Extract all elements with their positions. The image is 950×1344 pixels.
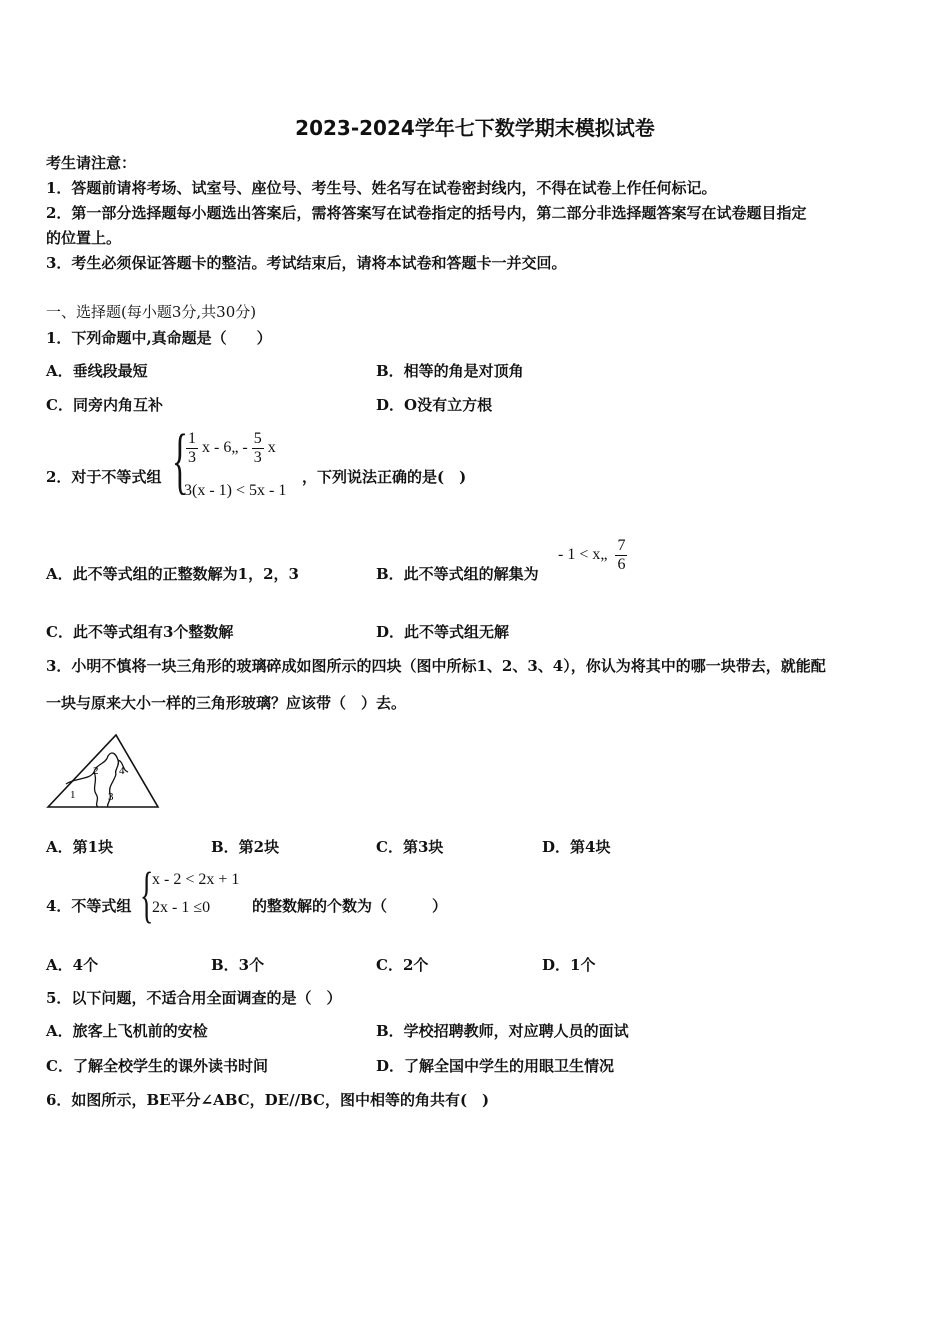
fig-label-1: 1 — [70, 789, 76, 801]
q1-option-c: C．同旁内角互补 — [46, 396, 163, 414]
fig-label-2: 2 — [93, 765, 99, 777]
q4-option-b: B．3个 — [211, 956, 265, 974]
q6-stem: 6．如图所示，BE平分∠ABC，DE//BC，图中相等的角共有( ) — [46, 1091, 490, 1109]
q4-option-c: C．2个 — [376, 956, 429, 974]
fig-label-3: 3 — [108, 791, 114, 803]
q2-prefix: 2．对于不等式组 — [46, 468, 162, 486]
notice-item-1: 1．答题前请将考场、试室号、座位号、考生号、姓名写在试卷密封线内，不得在试卷上作任何标记。 — [46, 179, 717, 197]
section-heading: 一、选择题(每小题3分,共30分) — [46, 303, 257, 321]
q3-option-b: B．第2块 — [211, 838, 280, 856]
q1-stem: 1．下列命题中,真命题是（ ） — [46, 329, 272, 347]
q5-option-b: B．学校招聘教师，对应聘人员的面试 — [376, 1022, 629, 1040]
q4-inequality-line2: 2x - 1 ≤0 — [152, 899, 211, 916]
q3-stem-line1: 3．小明不慎将一块三角形的玻璃碎成如图所示的四块（图中所标1、2、3、4），你认为将其中的哪一块带去，就能配 — [46, 657, 826, 675]
q5-option-c: C．了解全校学生的课外读书时间 — [46, 1057, 268, 1075]
q4-inequality-line1: x - 2 < 2x + 1 — [152, 871, 240, 888]
q5-option-a: A．旅客上飞机前的安检 — [46, 1022, 208, 1040]
q2-suffix: ，下列说法正确的是( ) — [302, 468, 467, 486]
fig-label-4: 4 — [119, 765, 125, 777]
q2-option-a: A．此不等式组的正整数解为1，2，3 — [46, 565, 299, 583]
q4-brace: { — [140, 861, 154, 929]
q5-option-d: D．了解全国中学生的用眼卫生情况 — [376, 1057, 615, 1075]
q2-option-b: B．此不等式组的解集为 — [376, 565, 539, 583]
q2-option-d: D．此不等式组无解 — [376, 623, 510, 641]
q3-option-d: D．第4块 — [542, 838, 611, 856]
q2-option-b-math: - 1 < x„ $\frac{7}{6}$ — [558, 537, 626, 573]
q4-prefix: 4．不等式组 — [46, 897, 132, 915]
q4-suffix: 的整数解的个数为（ ） — [252, 897, 448, 915]
q5-stem: 5．以下问题，不适合用全面调查的是（ ） — [46, 989, 342, 1007]
notice-heading: 考生请注意： — [46, 154, 137, 172]
q3-option-a: A．第1块 — [46, 838, 114, 856]
q1-option-a: A．垂线段最短 — [46, 362, 148, 380]
q2-option-c: C．此不等式组有3个整数解 — [46, 623, 234, 641]
broken-triangle-figure — [44, 732, 164, 812]
q1-option-d: D．O没有立方根 — [376, 396, 493, 414]
notice-item-2-cont: 的位置上。 — [46, 229, 122, 247]
q2-brace: { — [172, 420, 188, 502]
notice-item-2: 2．第一部分选择题每小题选出答案后，需将答案写在试卷指定的括号内，第二部分非选择题答案写在试卷题目指定 — [46, 204, 807, 222]
page-title: 2023-2024学年七下数学期末模拟试卷 — [295, 116, 655, 140]
q4-option-a: A．4个 — [46, 956, 99, 974]
q3-stem-line2: 一块与原来大小一样的三角形玻璃？应该带（ ）去。 — [46, 694, 407, 712]
q3-option-c: C．第3块 — [376, 838, 444, 856]
q4-option-d: D．1个 — [542, 956, 596, 974]
q2-inequality-line2: 3(x - 1) < 5x - 1 — [184, 482, 287, 499]
notice-item-3: 3．考生必须保证答题卡的整洁。考试结束后，请将本试卷和答题卡一并交回。 — [46, 254, 567, 272]
q1-option-b: B．相等的角是对顶角 — [376, 362, 524, 380]
q2-inequality-line1: $\frac{1}{3}$ x - 6„ - $\frac{5}{3}$ x — [188, 430, 276, 466]
